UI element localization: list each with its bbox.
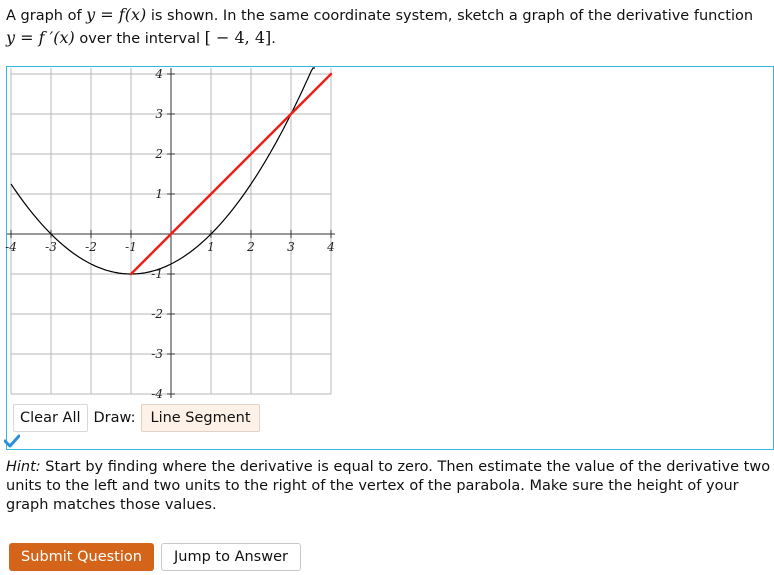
x-tick-label: 3 bbox=[287, 240, 295, 254]
math-equals: = bbox=[95, 5, 119, 24]
math-f-prime-of-x: f ′(x) bbox=[38, 28, 75, 47]
clear-all-button[interactable]: Clear All bbox=[13, 404, 88, 432]
x-tick-label: 1 bbox=[207, 240, 215, 254]
question-text-part2: is shown. In the same coordinate system, sketch a graph of the derivative function bbox=[146, 8, 754, 24]
draw-label: Draw: bbox=[93, 410, 136, 426]
y-tick-label: -2 bbox=[151, 307, 163, 321]
y-tick-label: 4 bbox=[155, 67, 163, 81]
hint-label: Hint: bbox=[6, 459, 41, 475]
question-text-part1: A graph of bbox=[6, 8, 87, 24]
y-tick-label: 1 bbox=[155, 187, 163, 201]
x-tick-label: -2 bbox=[85, 240, 97, 254]
jump-to-answer-button[interactable]: Jump to Answer bbox=[161, 543, 301, 571]
hint-body: Start by finding where the derivative is equal to zero. Then estimate the value of the derivative two units to the left and two units to the right of the vertex of the parabola. Make sure the height of your graph matches those values. bbox=[6, 459, 771, 513]
x-tick-label: 2 bbox=[247, 240, 255, 254]
line-segment-tool-button[interactable]: Line Segment bbox=[141, 404, 259, 432]
graph-toolbar bbox=[13, 404, 260, 432]
math-y: y bbox=[86, 5, 96, 24]
math-interval: [ − 4, 4] bbox=[204, 28, 272, 47]
checkmark-icon bbox=[4, 434, 20, 448]
derivative-line-segment bbox=[131, 74, 331, 274]
y-tick-label: 3 bbox=[155, 107, 163, 121]
question-period: . bbox=[271, 31, 276, 47]
y-tick-label: -3 bbox=[151, 347, 163, 361]
x-tick-label: -1 bbox=[125, 240, 137, 254]
math-equals-2: = bbox=[15, 28, 39, 47]
math-y-2: y bbox=[6, 28, 16, 47]
question-text-part3: over the interval bbox=[74, 31, 205, 47]
hint-text bbox=[6, 458, 772, 515]
y-tick-label: -4 bbox=[151, 387, 163, 401]
y-tick-label: 2 bbox=[155, 147, 163, 161]
submit-question-button[interactable]: Submit Question bbox=[9, 543, 154, 571]
y-tick-label: -1 bbox=[151, 267, 163, 281]
math-f-of-x: f(x) bbox=[118, 5, 147, 24]
x-tick-label: -4 bbox=[5, 240, 17, 254]
x-tick-label: 4 bbox=[327, 240, 335, 254]
x-tick-label: -3 bbox=[45, 240, 57, 254]
